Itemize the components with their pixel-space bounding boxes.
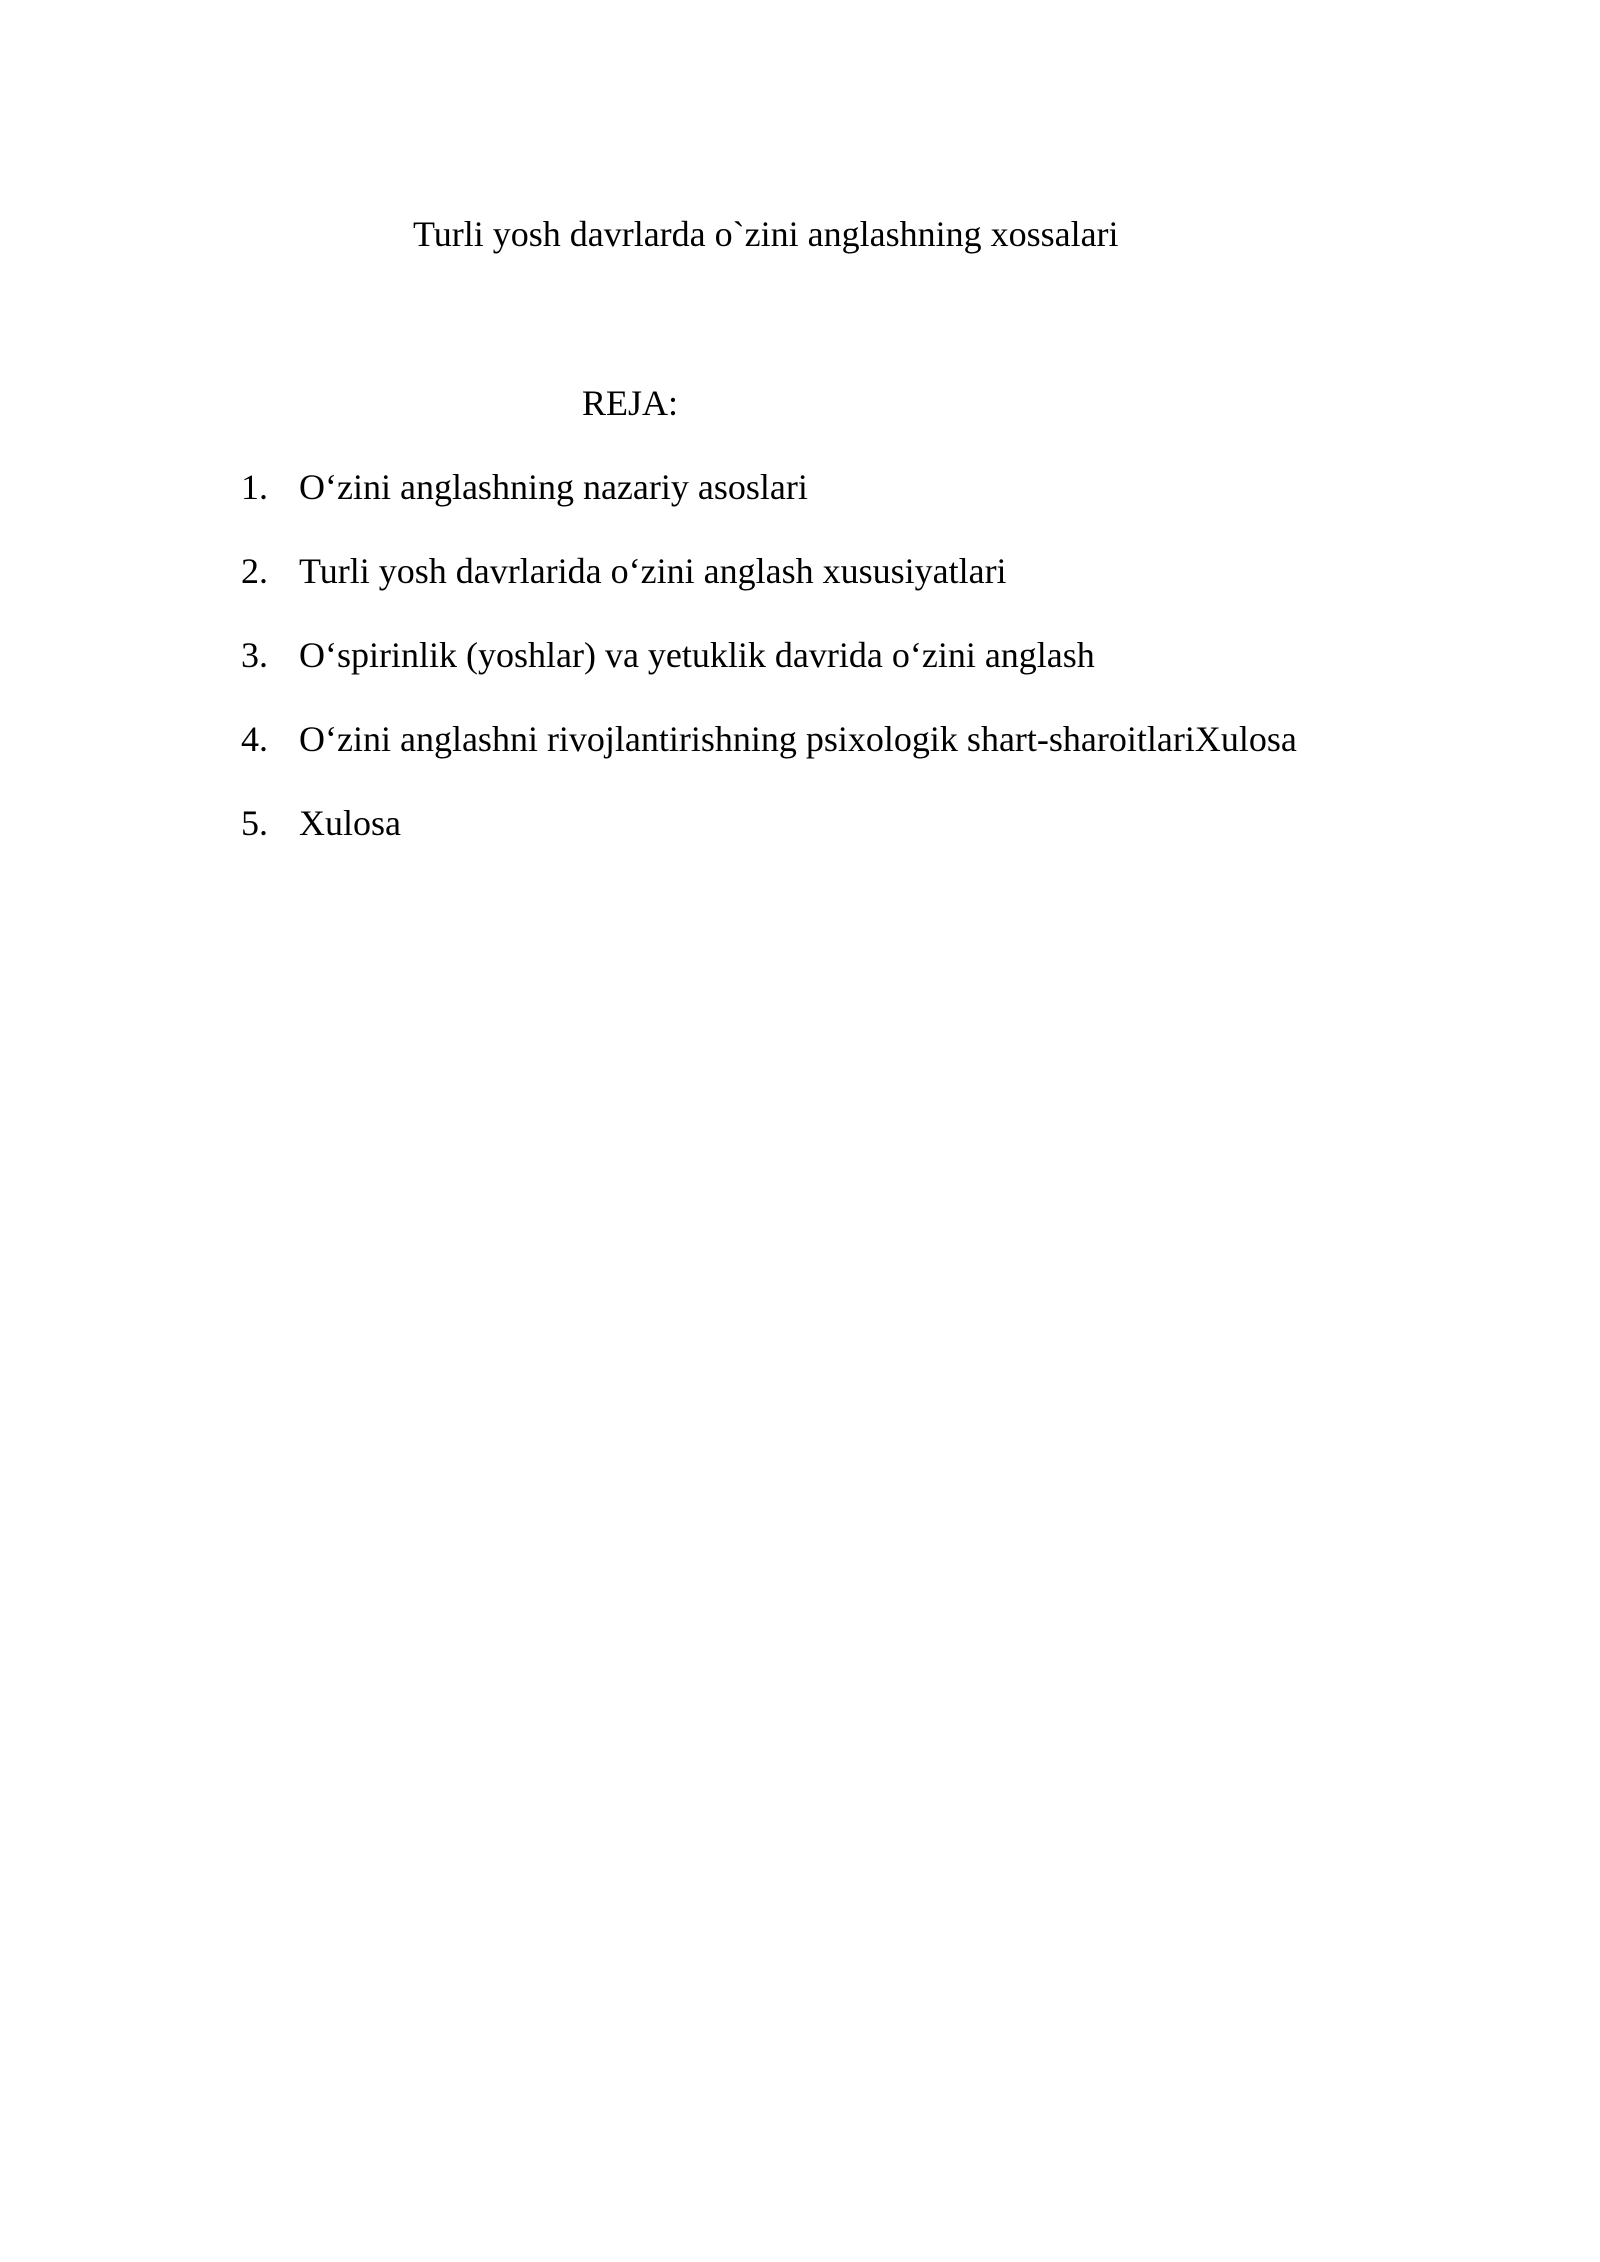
plan-item-text: O‘zini anglashning nazariy asoslari: [299, 467, 808, 507]
plan-item-number: 4.: [241, 719, 268, 759]
plan-item-text: Turli yosh davrlarida o‘zini anglash xususiyatlari: [299, 551, 1007, 591]
plan-item-number: 3.: [241, 635, 268, 675]
plan-heading: REJA:: [582, 383, 679, 423]
plan-item-text: O‘spirinlik (yoshlar) va yetuklik davrida o‘zini anglash: [299, 635, 1095, 675]
plan-item-number: 1.: [241, 467, 268, 507]
document-title: Turli yosh davrlarda o`zini anglashning xossalari: [413, 214, 1119, 254]
plan-item-number: 2.: [241, 551, 268, 591]
plan-item-text: O‘zini anglashni rivojlantirishning psixologik shart-sharoitlariXulosa: [299, 719, 1297, 759]
plan-item-text: Xulosa: [299, 803, 401, 843]
plan-item-number: 5.: [241, 803, 268, 843]
